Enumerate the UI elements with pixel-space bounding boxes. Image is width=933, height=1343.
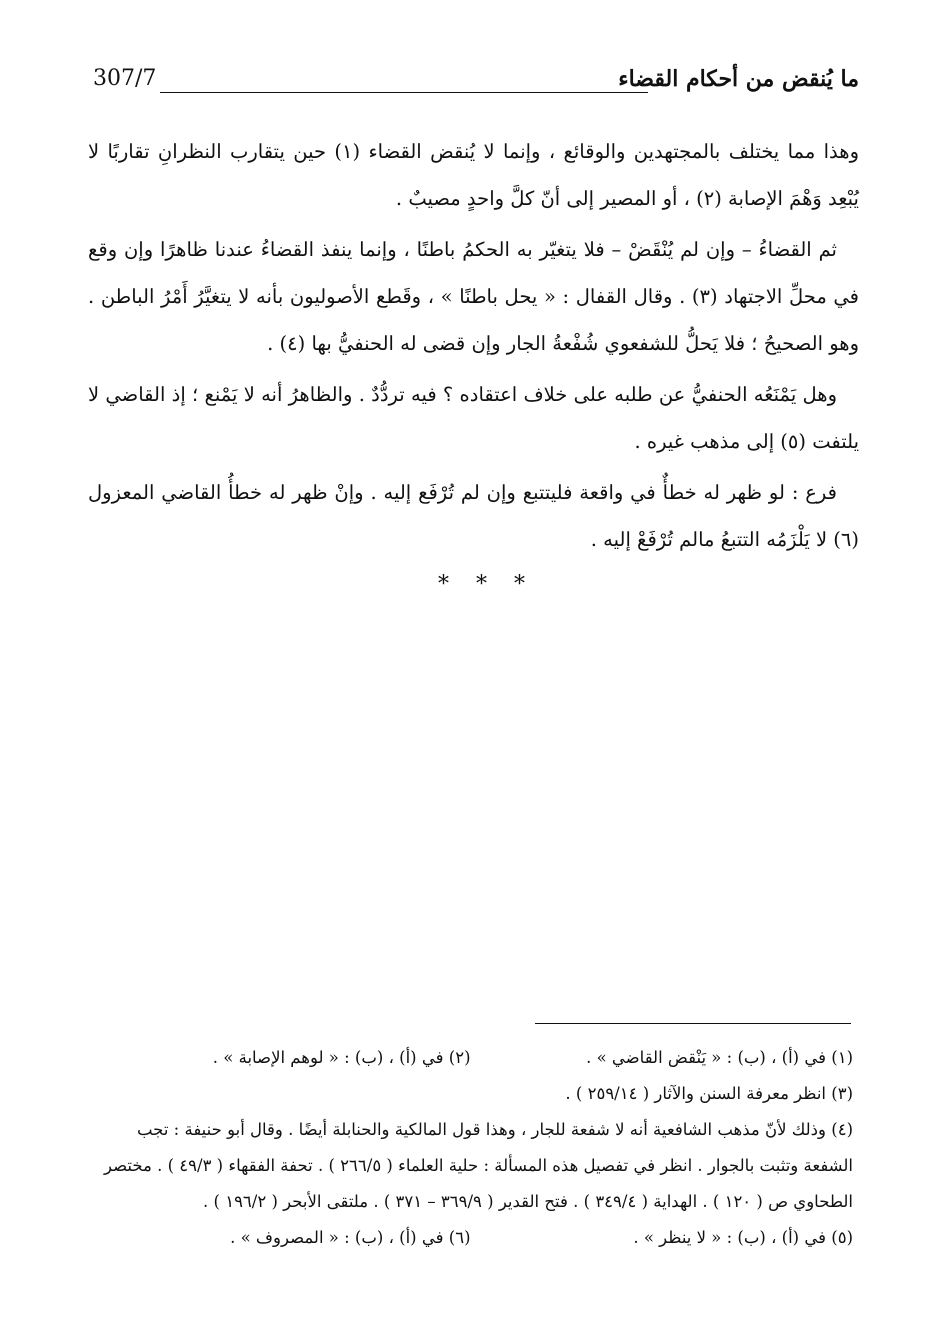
page-number: 307/7 bbox=[93, 66, 157, 91]
header-rule bbox=[160, 92, 648, 93]
paragraph-3: وهل يَمْنَعُه الحنفيُّ عن طلبه على خلاف اعتقاده ؟ فيه تردُّدٌ . والظاهرُ أنه لا يَمْنع ؛ إذ القاضي لا يلتفت (٥) إلى مذهب غيره . bbox=[88, 383, 859, 453]
footnote-row bbox=[88, 1220, 853, 1256]
footnote-1: (١) في (أ) ، (ب) : « يَنْقض القاضي » . bbox=[586, 1048, 853, 1067]
footnote-4-line-2: الشفعة وتثبت بالجوار . انظر في تفصيل هذه المسألة : حلية العلماء ( ٢٦٦/٥ ) . تحفة الفقهاء ( ٤٩/٣ ) . مختصر bbox=[103, 1156, 853, 1175]
paragraph-2: ثم القضاءُ – وإن لم يُنْقَضْ – فلا يتغيّر به الحكمُ باطنًا ، وإنما ينفذ القضاءُ عندنا ظاهرًا وإن وقع في محلِّ الاجتهاد (٣) . وقال القفال : « يحل باطنًا » ، وقَطع الأصوليون بأنه لا يتغيَّرُ أَمْرُ الباطن . وهو الصحيحُ ؛ فلا يَحلُّ للشفعوي شُفْعةُ الجار وإن قضى له الحنفيُّ بها (٤) . bbox=[88, 238, 860, 355]
footnote-row bbox=[88, 1040, 853, 1076]
footnote-2: (٢) في (أ) ، (ب) : « لوهم الإصابة » . bbox=[212, 1048, 471, 1067]
footnote-5: (٥) في (أ) ، (ب) : « لا ينظر » . bbox=[633, 1228, 853, 1247]
running-title: ما يُنقض من أحكام القضاء bbox=[618, 66, 859, 92]
footnote-4-line-1: (٤) وذلك لأنّ مذهب الشافعية أنه لا شفعة للجار ، وهذا قول المالكية والحنابلة أيضًا . وقال أبو حنيفة : تجب bbox=[136, 1120, 853, 1139]
main-text bbox=[88, 128, 859, 567]
footnotes bbox=[88, 1040, 853, 1256]
footnote-3: (٣) انظر معرفة السنن والآثار ( ٢٥٩/١٤ ) . bbox=[565, 1084, 853, 1103]
footnote-6: (٦) في (أ) ، (ب) : « المصروف » . bbox=[230, 1228, 471, 1247]
section-separator: * * * bbox=[438, 572, 535, 597]
paragraph-1: وهذا مما يختلف بالمجتهدين والوقائع ، وإنما لا يُنقض القضاء (١) حين يتقارب النظرانِ تقاربًا لا يُبْعِد وَهْمَ الإصابة (٢) ، أو المصير إلى أنّ كلَّ واحدٍ مصيبٌ . bbox=[88, 140, 859, 210]
footnote-rule bbox=[535, 1023, 851, 1024]
footnote-4-line-3: الطحاوي ص ( ١٢٠ ) . الهداية ( ٣٤٩/٤ ) . فتح القدير ( ٣٦٩/٩ – ٣٧١ ) . ملتقى الأبحر ( ١٩٦/٢ ) . bbox=[203, 1192, 853, 1211]
paragraph-4: فرع : لو ظهر له خطأٌ في واقعة فليتتبع وإن لم تُرْفَع إليه . وإنْ ظهر له خطأُ القاضي المعزول (٦) لا يَلْزَمُه التتبعُ مالم تُرْفَعْ إليه . bbox=[88, 481, 859, 551]
